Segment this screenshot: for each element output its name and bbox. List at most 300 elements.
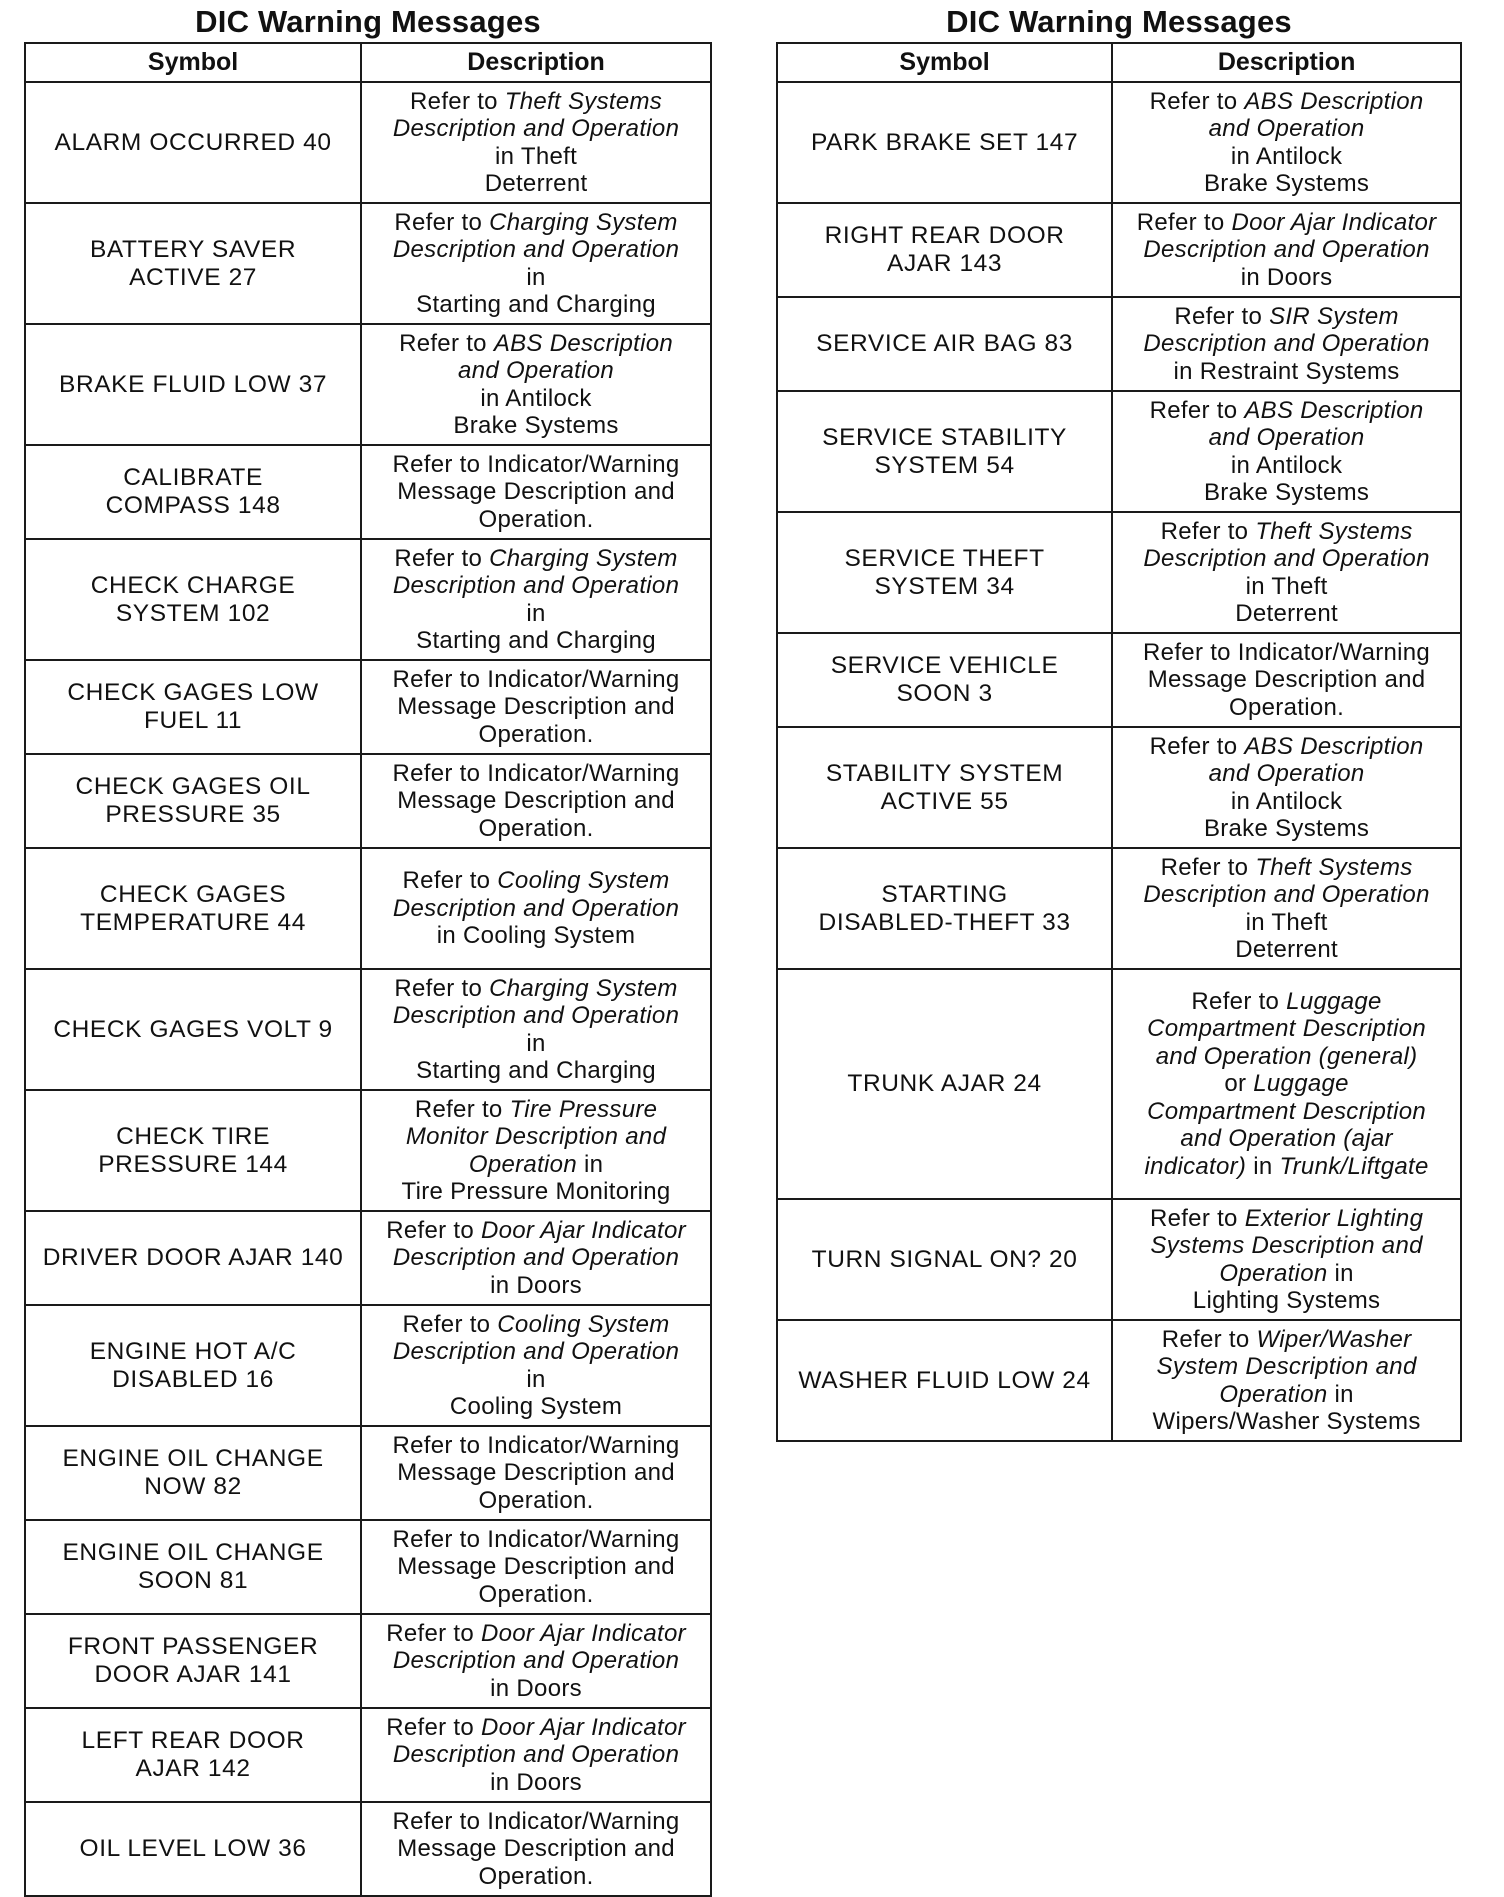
reference-title: and Operation bbox=[1208, 115, 1365, 142]
description-line bbox=[366, 572, 706, 600]
description-text: in bbox=[1246, 1152, 1280, 1180]
symbol-line: BATTERY SAVER bbox=[89, 235, 297, 263]
symbol-cell bbox=[777, 1320, 1112, 1441]
table-row bbox=[25, 754, 711, 848]
header-row bbox=[25, 43, 711, 82]
symbol-cell bbox=[25, 848, 361, 969]
description-line bbox=[366, 787, 706, 815]
symbol-line: NOW 82 bbox=[144, 1473, 242, 1500]
symbol-cell bbox=[25, 1614, 361, 1708]
reference-title: Description and Operation bbox=[1143, 330, 1430, 358]
reference-title: Charging System bbox=[489, 544, 678, 572]
reference-title: Description and Operation bbox=[392, 894, 680, 922]
description-line bbox=[366, 264, 706, 292]
description-text: Operation. bbox=[478, 1580, 594, 1608]
symbol-header: Symbol bbox=[777, 43, 1112, 82]
description-text: Refer to Indicator/Warning bbox=[392, 1807, 680, 1835]
description-line bbox=[1117, 1015, 1456, 1043]
description-line bbox=[1117, 600, 1456, 628]
reference-title: ABS Description bbox=[493, 329, 674, 357]
description-text: Refer to bbox=[386, 1216, 481, 1244]
description-cell bbox=[361, 1090, 711, 1211]
reference-title: Description and Operation bbox=[392, 1647, 680, 1675]
description-cell bbox=[361, 754, 711, 848]
symbol-cell bbox=[777, 297, 1112, 391]
description-line bbox=[366, 330, 706, 358]
description-line bbox=[366, 170, 706, 198]
description-line bbox=[1117, 694, 1456, 722]
reference-title: Theft Systems bbox=[1255, 853, 1413, 881]
reference-title: Operation bbox=[1219, 1380, 1328, 1408]
reference-title: Trunk/Liftgate bbox=[1279, 1152, 1429, 1180]
description-line bbox=[1117, 236, 1456, 264]
table-row bbox=[25, 848, 711, 969]
description-cell bbox=[361, 82, 711, 203]
description-line bbox=[366, 721, 706, 749]
description-text: Operation. bbox=[478, 1862, 594, 1890]
description-line bbox=[366, 1808, 706, 1836]
description-line bbox=[1117, 358, 1456, 386]
description-line bbox=[366, 451, 706, 479]
description-text: Refer to bbox=[410, 87, 505, 115]
description-text: Refer to bbox=[1191, 987, 1287, 1015]
description-line bbox=[1117, 170, 1456, 198]
description-line bbox=[1117, 209, 1456, 237]
description-cell bbox=[1112, 1199, 1461, 1320]
description-text: in Restraint Systems bbox=[1173, 357, 1400, 385]
description-text: Operation. bbox=[478, 1486, 594, 1514]
description-text: Refer to bbox=[1149, 396, 1245, 424]
description-line bbox=[1117, 1125, 1456, 1153]
description-line bbox=[366, 1178, 706, 1206]
description-text: Lighting Systems bbox=[1192, 1287, 1381, 1314]
symbol-line: ENGINE OIL CHANGE bbox=[62, 1445, 324, 1472]
description-text: or bbox=[1224, 1070, 1254, 1098]
table-row bbox=[777, 203, 1461, 297]
description-line bbox=[1117, 1153, 1456, 1181]
symbol-line: ACTIVE 55 bbox=[880, 787, 1009, 815]
description-cell bbox=[361, 1708, 711, 1802]
description-text: in Doors bbox=[490, 1768, 582, 1796]
description-line bbox=[1117, 1408, 1456, 1436]
description-cell bbox=[361, 1211, 711, 1305]
description-line bbox=[366, 1057, 706, 1085]
table-row bbox=[25, 1802, 711, 1896]
symbol-cell bbox=[25, 1211, 361, 1305]
description-text: Deterrent bbox=[1235, 936, 1338, 963]
symbol-cell bbox=[25, 1090, 361, 1211]
reference-title: Tire Pressure bbox=[509, 1095, 658, 1123]
description-line bbox=[1117, 1326, 1456, 1354]
description-text: Refer to bbox=[1136, 208, 1232, 236]
symbol-line: PRESSURE 144 bbox=[98, 1150, 288, 1178]
table-row bbox=[25, 203, 711, 324]
description-line bbox=[1117, 424, 1456, 452]
description-cell bbox=[1112, 391, 1461, 512]
description-line bbox=[366, 1581, 706, 1609]
symbol-line: SYSTEM 54 bbox=[874, 451, 1015, 479]
description-text: Refer to Indicator/Warning bbox=[392, 1431, 680, 1459]
description-line bbox=[366, 600, 706, 628]
description-line bbox=[366, 1835, 706, 1863]
symbol-cell bbox=[777, 512, 1112, 633]
table-row bbox=[25, 324, 711, 445]
reference-title: and Operation bbox=[458, 357, 615, 384]
description-text: Refer to bbox=[1174, 302, 1270, 330]
symbol-line: STABILITY SYSTEM bbox=[825, 759, 1064, 787]
symbol-line: ALARM OCCURRED 40 bbox=[54, 128, 332, 156]
description-text: Operation. bbox=[478, 505, 594, 533]
symbol-line: LEFT REAR DOOR bbox=[81, 1727, 305, 1754]
table-row bbox=[777, 82, 1461, 203]
symbol-cell bbox=[25, 660, 361, 754]
symbol-line: FRONT PASSENGER bbox=[67, 1633, 319, 1660]
description-line bbox=[366, 666, 706, 694]
symbol-line: FUEL 11 bbox=[143, 707, 243, 734]
table-row bbox=[25, 539, 711, 660]
description-text: Refer to bbox=[394, 544, 490, 572]
description-text: Message Description and bbox=[397, 1553, 675, 1581]
symbol-cell bbox=[25, 1708, 361, 1802]
description-text: Message Description and bbox=[1147, 666, 1426, 694]
header-row bbox=[777, 43, 1461, 82]
reference-title: Door Ajar Indicator bbox=[480, 1216, 686, 1244]
description-line bbox=[366, 506, 706, 534]
description-text: Brake Systems bbox=[453, 412, 619, 439]
dic-warning-table-left bbox=[24, 42, 712, 1897]
description-text: Brake Systems bbox=[1203, 479, 1370, 506]
reference-title: Luggage bbox=[1286, 987, 1382, 1015]
symbol-line: ACTIVE 27 bbox=[129, 263, 258, 291]
description-line bbox=[1117, 397, 1456, 425]
table-row bbox=[25, 969, 711, 1090]
description-text: in Doors bbox=[490, 1674, 582, 1702]
description-text: Refer to bbox=[1149, 87, 1245, 115]
description-text: Refer to bbox=[402, 1310, 498, 1338]
description-line bbox=[1117, 303, 1456, 331]
description-line bbox=[366, 922, 706, 950]
reference-title: Description and Operation bbox=[392, 115, 680, 142]
description-text: Refer to Indicator/Warning bbox=[1143, 638, 1431, 666]
description-text: in bbox=[526, 1029, 546, 1057]
reference-title: System Description and bbox=[1156, 1353, 1417, 1380]
reference-title: and Operation (general) bbox=[1155, 1042, 1418, 1070]
description-text: Refer to bbox=[1149, 1204, 1245, 1232]
table-row bbox=[777, 969, 1461, 1199]
description-line bbox=[366, 1393, 706, 1421]
description-line bbox=[366, 88, 706, 116]
description-header: Description bbox=[361, 43, 711, 82]
reference-title: Door Ajar Indicator bbox=[1231, 208, 1437, 236]
description-line bbox=[366, 412, 706, 440]
symbol-cell bbox=[25, 324, 361, 445]
reference-title: indicator) bbox=[1144, 1152, 1247, 1180]
description-text: in Antilock bbox=[480, 384, 592, 412]
description-text: Refer to bbox=[414, 1095, 510, 1123]
symbol-line: ENGINE OIL CHANGE bbox=[62, 1539, 324, 1566]
description-line bbox=[1117, 518, 1456, 546]
description-line bbox=[1117, 1098, 1456, 1126]
symbol-line: CHECK GAGES bbox=[99, 880, 287, 908]
symbol-line: SERVICE VEHICLE bbox=[830, 652, 1059, 679]
description-line bbox=[1117, 1287, 1456, 1315]
description-line bbox=[1117, 1205, 1456, 1233]
description-text: Refer to bbox=[394, 974, 490, 1002]
description-line bbox=[366, 895, 706, 923]
description-text: Refer to bbox=[386, 1619, 481, 1647]
description-line bbox=[366, 385, 706, 413]
table-row bbox=[25, 1305, 711, 1426]
reference-title: Description and Operation bbox=[392, 236, 680, 263]
description-text: in bbox=[526, 1365, 546, 1393]
symbol-line: TRUNK AJAR 24 bbox=[847, 1070, 1042, 1097]
symbol-cell bbox=[25, 1520, 361, 1614]
reference-title: Description and Operation bbox=[392, 1741, 680, 1769]
description-line bbox=[366, 1338, 706, 1366]
symbol-cell bbox=[25, 539, 361, 660]
description-text: Message Description and bbox=[397, 787, 675, 815]
description-line bbox=[366, 1620, 706, 1648]
description-text: Brake Systems bbox=[1203, 170, 1370, 197]
description-cell bbox=[1112, 633, 1461, 727]
description-text: in Antilock bbox=[1230, 787, 1343, 815]
description-text: in Antilock bbox=[1230, 451, 1343, 479]
symbol-cell bbox=[777, 1199, 1112, 1320]
symbol-line: DISABLED 16 bbox=[112, 1365, 274, 1393]
description-text: Cooling System bbox=[449, 1393, 623, 1420]
description-line bbox=[366, 209, 706, 237]
description-line bbox=[366, 867, 706, 895]
reference-title: Description and Operation bbox=[1143, 881, 1430, 908]
description-header: Description bbox=[1112, 43, 1461, 82]
reference-title: and Operation (ajar bbox=[1180, 1125, 1393, 1153]
description-line bbox=[1117, 1070, 1456, 1098]
description-line bbox=[1117, 452, 1456, 480]
dic-warning-table-right bbox=[776, 42, 1462, 1442]
symbol-cell bbox=[777, 391, 1112, 512]
description-line bbox=[366, 1459, 706, 1487]
reference-title: Theft Systems bbox=[1255, 517, 1413, 545]
symbol-line: PARK BRAKE SET 147 bbox=[810, 128, 1079, 156]
reference-title: Description and Operation bbox=[1143, 545, 1430, 572]
description-line bbox=[366, 1675, 706, 1703]
reference-title: Cooling System bbox=[497, 867, 670, 895]
description-text: Operation. bbox=[478, 814, 594, 842]
reference-title: Charging System bbox=[489, 208, 678, 236]
symbol-line: DOOR AJAR 141 bbox=[94, 1661, 292, 1688]
reference-title: Charging System bbox=[489, 974, 678, 1002]
description-text: Wipers/Washer Systems bbox=[1152, 1408, 1421, 1435]
symbol-line: TEMPERATURE 44 bbox=[80, 908, 306, 936]
symbol-line: DISABLED-THEFT 33 bbox=[818, 908, 1071, 936]
description-text: in Theft bbox=[1245, 572, 1328, 600]
description-line bbox=[1117, 936, 1456, 964]
description-cell bbox=[1112, 512, 1461, 633]
table-row bbox=[777, 297, 1461, 391]
table-title: DIC Warning Messages bbox=[946, 4, 1292, 39]
symbol-cell bbox=[25, 969, 361, 1090]
reference-title: Description and Operation bbox=[392, 572, 680, 599]
symbol-line: CALIBRATE bbox=[123, 464, 263, 491]
description-text: in Cooling System bbox=[436, 922, 636, 950]
description-text: in bbox=[526, 599, 546, 627]
symbol-line: STARTING bbox=[881, 880, 1008, 908]
description-line bbox=[1117, 1353, 1456, 1381]
reference-title: Operation bbox=[468, 1150, 577, 1178]
table-row bbox=[777, 1199, 1461, 1320]
reference-title: Description and Operation bbox=[392, 1338, 680, 1365]
table-row bbox=[777, 512, 1461, 633]
reference-title: Compartment Description bbox=[1147, 1015, 1427, 1043]
description-text: Operation. bbox=[1229, 693, 1345, 721]
reference-title: Monitor Description and bbox=[405, 1123, 667, 1150]
description-text: Refer to bbox=[399, 329, 494, 357]
description-text: Starting and Charging bbox=[416, 291, 656, 318]
description-line bbox=[366, 1714, 706, 1742]
description-text: Operation. bbox=[478, 720, 594, 748]
description-line bbox=[366, 1366, 706, 1394]
description-text: Refer to bbox=[394, 208, 490, 236]
symbol-line: AJAR 143 bbox=[887, 250, 1003, 277]
symbol-cell bbox=[777, 203, 1112, 297]
description-text: Refer to bbox=[1160, 517, 1256, 545]
reference-title: and Operation bbox=[1208, 424, 1365, 451]
description-line bbox=[366, 545, 706, 573]
reference-title: Compartment Description bbox=[1147, 1097, 1427, 1125]
description-text: in Antilock bbox=[1230, 142, 1343, 170]
description-line bbox=[366, 1151, 706, 1179]
description-cell bbox=[361, 203, 711, 324]
description-cell bbox=[361, 445, 711, 539]
description-text: Refer to bbox=[1160, 853, 1256, 881]
description-line bbox=[366, 1526, 706, 1554]
table-row bbox=[25, 1426, 711, 1520]
symbol-cell bbox=[25, 82, 361, 203]
reference-title: Systems Description and bbox=[1150, 1232, 1423, 1259]
symbol-line: SOON 81 bbox=[137, 1567, 249, 1594]
description-text: Starting and Charging bbox=[416, 1057, 656, 1084]
symbol-line: TURN SIGNAL ON? 20 bbox=[811, 1245, 1078, 1273]
description-cell bbox=[1112, 848, 1461, 969]
symbol-line: CHECK GAGES VOLT 9 bbox=[53, 1015, 333, 1043]
description-text: Starting and Charging bbox=[416, 627, 656, 654]
description-text: in bbox=[576, 1150, 604, 1178]
description-text: in Theft bbox=[495, 142, 578, 170]
description-line bbox=[366, 760, 706, 788]
description-line bbox=[366, 1741, 706, 1769]
table-row bbox=[25, 445, 711, 539]
description-line bbox=[1117, 988, 1456, 1016]
table-row bbox=[777, 633, 1461, 727]
reference-title: Cooling System bbox=[497, 1310, 670, 1338]
description-line bbox=[1117, 1232, 1456, 1260]
description-text: Refer to bbox=[386, 1713, 481, 1741]
symbol-line: CHECK TIRE bbox=[116, 1122, 271, 1150]
symbol-line: BRAKE FLUID LOW 37 bbox=[59, 370, 328, 398]
symbol-line: CHECK GAGES LOW bbox=[67, 679, 319, 706]
right-panel bbox=[776, 0, 1462, 1442]
symbol-line: CHECK GAGES OIL bbox=[75, 773, 311, 800]
symbol-line: CHECK CHARGE bbox=[90, 571, 296, 599]
reference-title: Description and Operation bbox=[392, 1002, 680, 1029]
symbol-line: SYSTEM 102 bbox=[115, 599, 271, 627]
description-text: Refer to Indicator/Warning bbox=[392, 665, 680, 693]
description-cell bbox=[361, 848, 711, 969]
table-title: DIC Warning Messages bbox=[195, 4, 541, 39]
description-cell bbox=[1112, 969, 1461, 1199]
table-row bbox=[777, 391, 1461, 512]
symbol-line: PRESSURE 35 bbox=[105, 801, 281, 828]
description-text: Message Description and bbox=[397, 693, 675, 721]
description-text: in Theft bbox=[1245, 908, 1328, 936]
table-row bbox=[25, 82, 711, 203]
description-line bbox=[366, 1030, 706, 1058]
description-line bbox=[366, 1311, 706, 1339]
description-cell bbox=[361, 660, 711, 754]
reference-title: Door Ajar Indicator bbox=[480, 1713, 686, 1741]
reference-title: and Operation bbox=[1208, 760, 1365, 787]
symbol-cell bbox=[25, 1802, 361, 1896]
description-line bbox=[366, 627, 706, 655]
table-row bbox=[25, 1520, 711, 1614]
symbol-header: Symbol bbox=[25, 43, 361, 82]
description-line bbox=[1117, 573, 1456, 601]
description-line bbox=[366, 357, 706, 385]
symbol-line: COMPASS 148 bbox=[105, 492, 281, 519]
description-cell bbox=[1112, 297, 1461, 391]
symbol-cell bbox=[777, 848, 1112, 969]
table-row bbox=[777, 1320, 1461, 1441]
description-line bbox=[366, 143, 706, 171]
description-line bbox=[366, 1647, 706, 1675]
reference-title: Operation bbox=[1219, 1259, 1328, 1287]
description-line bbox=[366, 1123, 706, 1151]
description-text: Refer to Indicator/Warning bbox=[392, 759, 680, 787]
description-line bbox=[1117, 788, 1456, 816]
description-line bbox=[366, 1217, 706, 1245]
description-line bbox=[366, 236, 706, 264]
description-cell bbox=[361, 1520, 711, 1614]
description-line bbox=[1117, 143, 1456, 171]
description-text: in Doors bbox=[1240, 263, 1333, 291]
description-text: in bbox=[526, 263, 546, 291]
description-line bbox=[1117, 479, 1456, 507]
symbol-cell bbox=[25, 1305, 361, 1426]
description-line bbox=[366, 1244, 706, 1272]
symbol-cell bbox=[777, 727, 1112, 848]
description-cell bbox=[361, 1614, 711, 1708]
description-line bbox=[1117, 88, 1456, 116]
description-line bbox=[366, 975, 706, 1003]
symbol-line: SERVICE THEFT bbox=[844, 544, 1045, 572]
description-line bbox=[1117, 264, 1456, 292]
description-text: in Doors bbox=[490, 1271, 582, 1299]
description-text: Refer to bbox=[1149, 732, 1245, 760]
description-line bbox=[1117, 733, 1456, 761]
description-line bbox=[1117, 909, 1456, 937]
description-line bbox=[366, 693, 706, 721]
description-text: Deterrent bbox=[1235, 600, 1338, 627]
table-row bbox=[777, 848, 1461, 969]
description-line bbox=[366, 1002, 706, 1030]
reference-title: ABS Description bbox=[1244, 87, 1424, 115]
description-text: Tire Pressure Monitoring bbox=[401, 1178, 671, 1205]
description-line bbox=[1117, 115, 1456, 143]
description-text: Message Description and bbox=[397, 478, 675, 506]
description-text: Refer to bbox=[1161, 1325, 1257, 1353]
symbol-line: SOON 3 bbox=[896, 680, 993, 707]
description-line bbox=[366, 1553, 706, 1581]
